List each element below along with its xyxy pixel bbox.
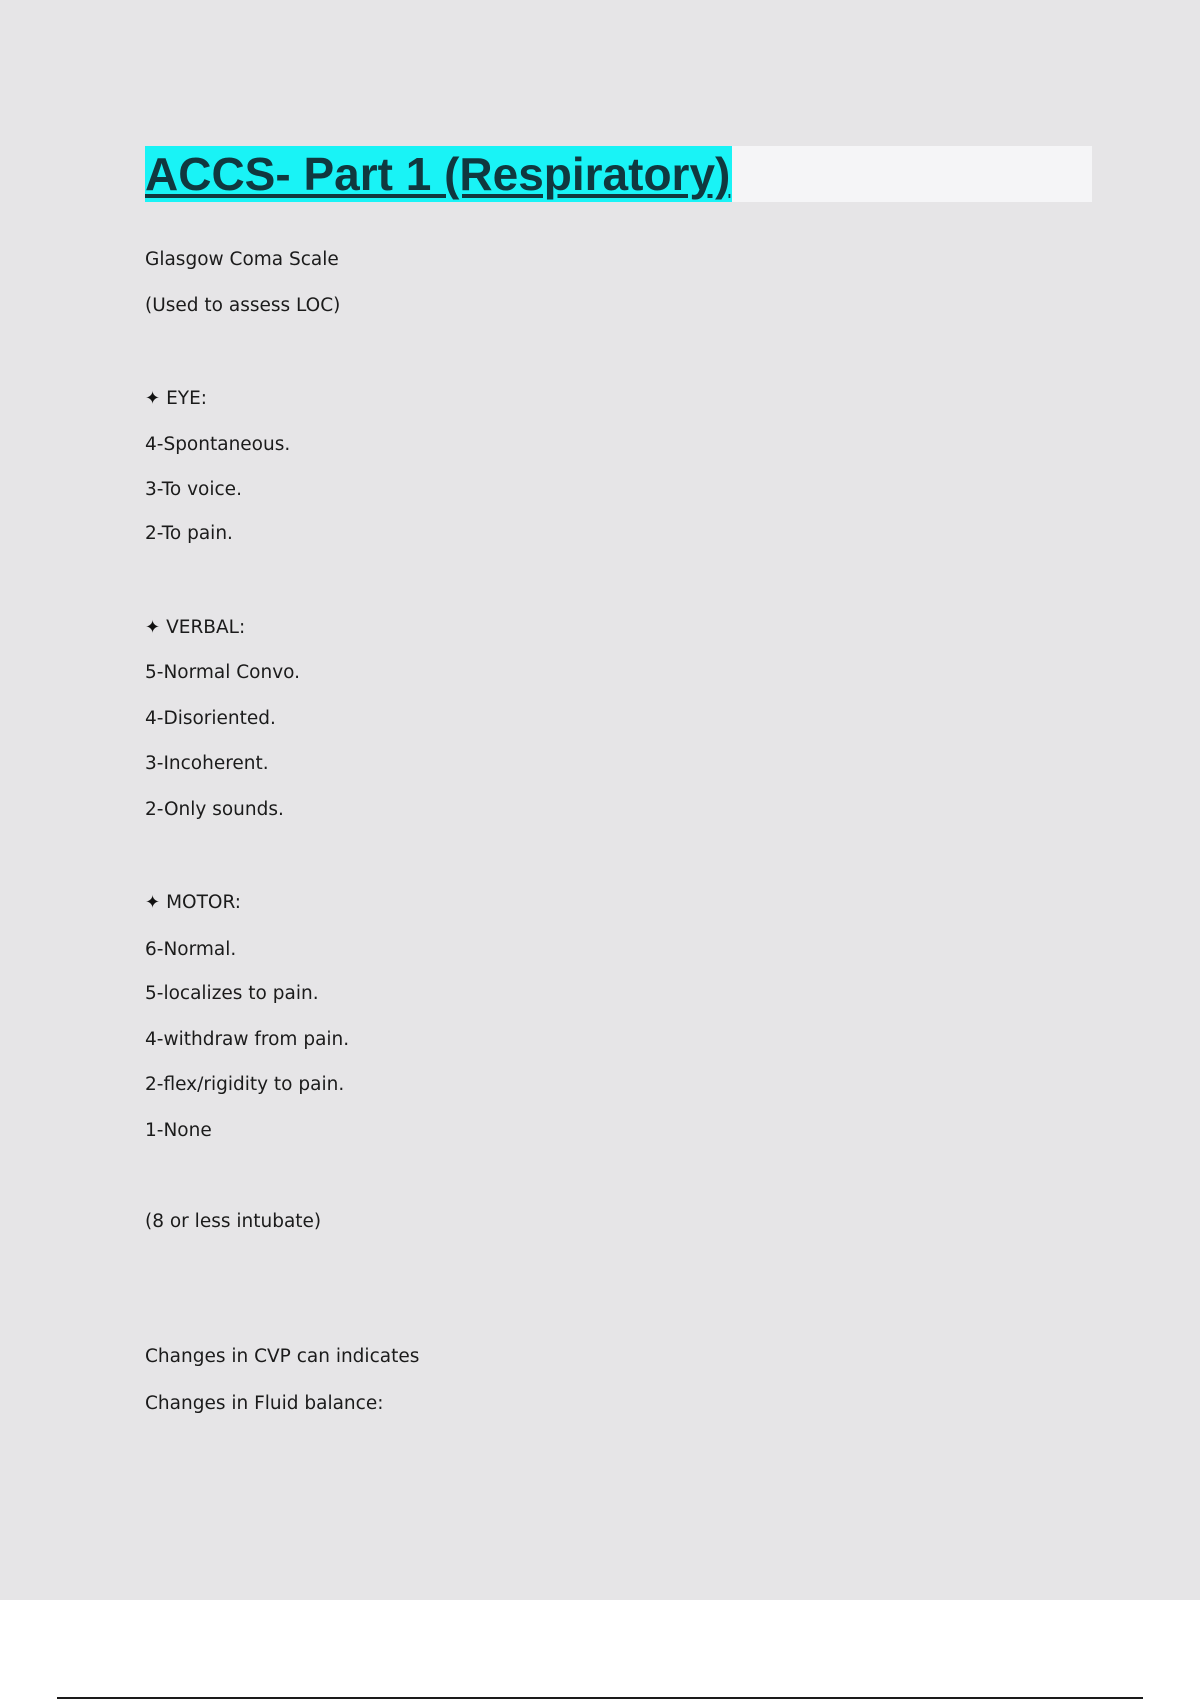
section-heading-motor <box>145 891 241 915</box>
section-heading-eye <box>145 387 207 411</box>
intro-line-1: Glasgow Coma Scale <box>145 249 339 270</box>
section-heading-label: VERBAL: <box>166 617 246 638</box>
list-item: 6-Normal. <box>145 939 237 960</box>
list-item: 5-localizes to pain. <box>145 983 319 1004</box>
bullet-star-icon: ✦ <box>145 892 161 913</box>
page-title: ACCS- Part 1 (Respiratory) <box>145 148 731 200</box>
intubation-note: (8 or less intubate) <box>145 1211 322 1232</box>
intro-line-2: (Used to assess LOC) <box>145 295 341 316</box>
list-item: 3-Incoherent. <box>145 753 269 774</box>
list-item: 1-None <box>145 1120 212 1141</box>
list-item: 4-Disoriented. <box>145 708 276 729</box>
list-item: 2-flex/rigidity to pain. <box>145 1074 345 1095</box>
list-item: 2-To pain. <box>145 523 233 544</box>
list-item: 5-Normal Convo. <box>145 662 301 683</box>
list-item: 2-Only sounds. <box>145 799 284 820</box>
section-heading-label: MOTOR: <box>166 892 241 913</box>
list-item: 3-To voice. <box>145 479 242 500</box>
list-item: 4-Spontaneous. <box>145 434 291 455</box>
list-item: 4-withdraw from pain. <box>145 1029 350 1050</box>
footer-divider <box>57 1697 1143 1699</box>
cvp-line-1: Changes in CVP can indicates <box>145 1346 420 1367</box>
bullet-star-icon: ✦ <box>145 388 161 409</box>
cvp-line-2: Changes in Fluid balance: <box>145 1393 384 1414</box>
section-heading-verbal <box>145 616 245 640</box>
bullet-star-icon: ✦ <box>145 617 161 638</box>
section-heading-label: EYE: <box>166 388 208 409</box>
